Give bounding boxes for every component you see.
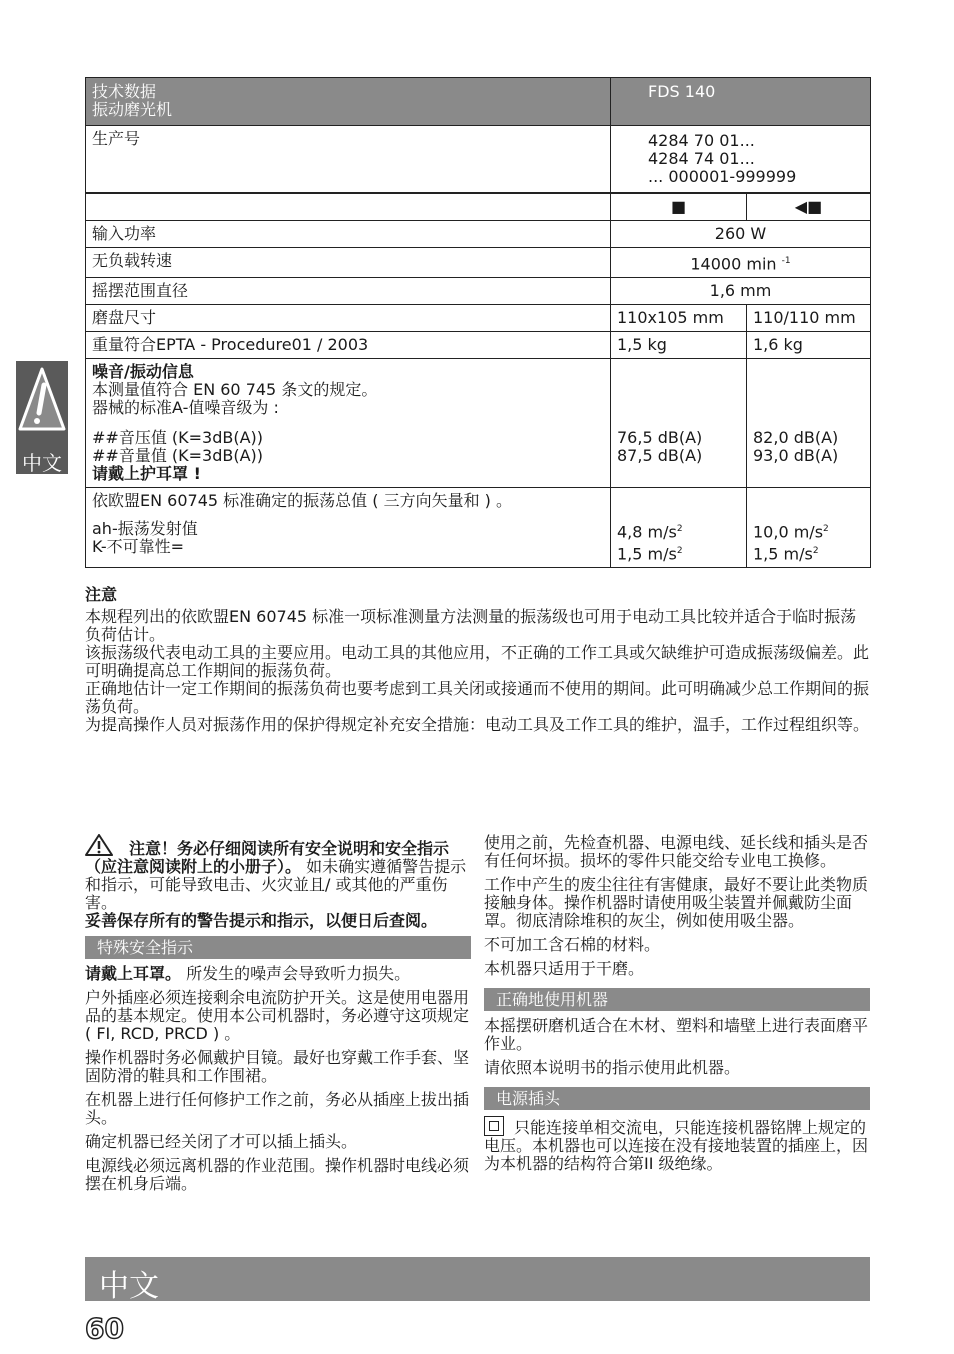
- row-label: 摇摆范围直径: [86, 278, 611, 305]
- ear-protection-heading: 请戴上耳罩。: [85, 964, 182, 983]
- note-section: [85, 586, 870, 734]
- unit-sup: 2: [676, 545, 683, 556]
- row-label: 无负载转速: [86, 248, 611, 278]
- safety-paragraph: 本机器只适用于干磨。: [484, 959, 645, 978]
- noise-values-2: [747, 359, 871, 488]
- warning-text: 如未确实遵循警告提示和指示，可能导致电击、火灾並且/ 或其他的严重伤害。: [85, 857, 467, 912]
- speed-unit-sup: -1: [781, 256, 791, 266]
- production-value: 4284 70 01...: [648, 131, 755, 150]
- production-value: 4284 74 01...: [648, 149, 755, 168]
- section-header-special-safety: 特殊安全指示: [85, 936, 471, 959]
- row-value: 1,5 kg: [611, 332, 747, 359]
- left-column: [85, 834, 471, 1199]
- header-tech-data: 技术数据: [92, 82, 157, 101]
- noise-values-1: [611, 359, 747, 488]
- note-paragraph: 正确地估计一定工作期间的振荡负荷也要考虑到工具关闭或接通而不使用的期间。此可明确减少总工作期间的振荡负荷。: [85, 679, 870, 716]
- keep-instructions-text: 妥善保存所有的警告提示和指示，以便日后查阅。: [85, 911, 438, 930]
- noise-power-label: ##音量值 (K=3dB(A)): [92, 446, 264, 466]
- table-row: [86, 305, 871, 332]
- empty-cell: [86, 193, 611, 221]
- row-value: 110/110 mm: [747, 305, 871, 332]
- vibration-ah-label: ah-振荡发射值: [92, 519, 198, 539]
- row-label: 磨盘尺寸: [86, 305, 611, 332]
- safety-paragraph: 电源线必须远离机器的作业范围。操作机器时电线必须摆在机身后端。: [85, 1156, 470, 1193]
- vibration-value: 1,5 m/s: [617, 543, 677, 563]
- noise-pressure-label: ##音压值 (K=3dB(A)): [92, 428, 264, 448]
- technical-data-table: [85, 77, 871, 568]
- table-row: [86, 193, 871, 221]
- row-value: 260 W: [611, 221, 871, 248]
- noise-value: 82,0 dB(A): [753, 428, 839, 448]
- unit-sup: 2: [823, 524, 829, 535]
- safety-paragraph: 户外插座必须连接剩余电流防护开关。这是使用电器用品的基本规定。使用本公司机器时，务必遵守这项规定 ( FI, RCD, PRCD ) 。: [85, 988, 470, 1043]
- page-number: 60: [85, 1312, 124, 1345]
- note-title: 注意: [85, 585, 118, 604]
- note-paragraph: 该振荡级代表电动工具的主要应用。电动工具的其他应用，不正确的工作工具或欠缺维护可造成振荡级偏差。此可明确提高总工作期间的振荡负荷。: [85, 643, 870, 680]
- row-label: 输入功率: [86, 221, 611, 248]
- noise-title: 噪音/振动信息: [92, 362, 194, 382]
- table-row: [86, 488, 871, 568]
- vibration-k-label: K-不可靠性=: [92, 537, 184, 557]
- vibration-title: 依欧盟EN 60745 标准确定的振荡总值 ( 三方向矢量和 ) 。: [92, 491, 512, 511]
- vibration-value: 1,5 m/s: [753, 543, 813, 563]
- row-value: 1,6 kg: [747, 332, 871, 359]
- section-header-intended-use: 正确地使用机器: [484, 988, 870, 1011]
- noise-value: 76,5 dB(A): [617, 428, 703, 448]
- safety-paragraph: 不可加工含石棉的材料。: [484, 935, 661, 954]
- row-value: 1,6 mm: [611, 278, 871, 305]
- mode-icon-2: ◀■: [747, 193, 871, 221]
- language-side-tab: [16, 361, 68, 474]
- table-header-row: [86, 78, 871, 126]
- header-product-name: 振动磨光机: [92, 100, 173, 119]
- note-paragraph: 本规程列出的依欧盟EN 60745 标准一项标准测量方法测量的振荡级也可用于电动工具比较并适合于临时振荡负荷估计。: [85, 607, 857, 644]
- unit-sup: 2: [676, 524, 683, 535]
- safety-paragraph: 使用之前，先检查机器、电源电线、延长线和插头是否有任何坏损。损坏的零件只能交给专业电工换修。: [484, 833, 869, 870]
- double-insulation-icon: [484, 1116, 504, 1136]
- vibration-value: 4,8 m/s: [617, 522, 677, 542]
- vibration-values-2: [747, 488, 871, 568]
- production-value: ... 000001-999999: [648, 167, 797, 186]
- table-row: [86, 278, 871, 305]
- ear-protect-note: 请戴上护耳罩 !: [92, 464, 201, 484]
- row-value: [611, 248, 871, 278]
- side-tab-label: 中文: [22, 451, 62, 475]
- mode-icon-1: ■: [611, 193, 747, 221]
- table-row: [86, 248, 871, 278]
- noise-text: 本测量值符合 EN 60 745 条文的规定。: [92, 380, 378, 400]
- vibration-cell: [86, 488, 611, 568]
- warning-heading: 注意！务必仔细阅读所有安全说明和安全指示（应注意阅读附上的小册子）。: [85, 839, 450, 876]
- footer-language-label: 中文: [99, 1269, 159, 1304]
- use-paragraph: 本摇摆研磨机适合在木材、塑料和墙壁上进行表面磨平作业。: [484, 1016, 869, 1053]
- noise-value: 87,5 dB(A): [617, 446, 703, 466]
- noise-info-cell: [86, 359, 611, 488]
- table-row: [86, 332, 871, 359]
- noise-value: 93,0 dB(A): [753, 446, 839, 466]
- note-paragraph: 为提高操作人员对振荡作用的保护得规定补充安全措施：电动工具及工作工具的维护，温手，工作过程组织等。: [85, 715, 870, 734]
- warning-triangle-icon: [85, 834, 113, 856]
- vibration-values-1: [611, 488, 747, 568]
- row-value: 110x105 mm: [611, 305, 747, 332]
- warning-icon: [18, 365, 66, 435]
- noise-text: 器械的标准A-值噪音级为 :: [92, 398, 279, 418]
- production-label: 生产号: [86, 126, 611, 194]
- table-row: [86, 359, 871, 488]
- right-column: [484, 834, 870, 1179]
- header-model: FDS 140: [611, 78, 871, 126]
- table-row: [86, 221, 871, 248]
- ear-protection-text: 所发生的噪声会导致听力损失。: [186, 964, 411, 983]
- production-values: [611, 126, 871, 194]
- footer-language-bar: [85, 1257, 870, 1304]
- safety-paragraph: 工作中产生的废尘往往有害健康，最好不要让此类物质接触身体。操作机器时请使用吸尘装置并佩戴防尘面罩。彻底清除堆积的灰尘，例如使用吸尘器。: [484, 875, 869, 930]
- safety-paragraph: 在机器上进行任何修护工作之前，务必从插座上拔出插头。: [85, 1090, 470, 1127]
- row-label: 重量符合EPTA - Procedure01 / 2003: [86, 332, 611, 359]
- safety-paragraph: 确定机器已经关闭了才可以插上插头。: [85, 1132, 358, 1151]
- unit-sup: 2: [812, 545, 819, 556]
- section-header-mains-plug: 电源插头: [484, 1087, 870, 1110]
- vibration-value: 10,0 m/s: [753, 522, 824, 542]
- speed-value: 14000 min: [690, 254, 777, 274]
- use-paragraph: 请依照本说明书的指示使用此机器。: [484, 1058, 741, 1077]
- safety-paragraph: 操作机器时务必佩戴护目镜。最好也穿戴工作手套、坚固防滑的鞋具和工作围裙。: [85, 1048, 470, 1085]
- table-row: [86, 126, 871, 194]
- plug-paragraph: 只能连接单相交流电，只能连接机器铭牌上规定的电压。本机器也可以连接在没有接地装置的插座上，因为本机器的结构符合第II 级绝缘。: [484, 1118, 869, 1173]
- table-header-title: [86, 78, 611, 126]
